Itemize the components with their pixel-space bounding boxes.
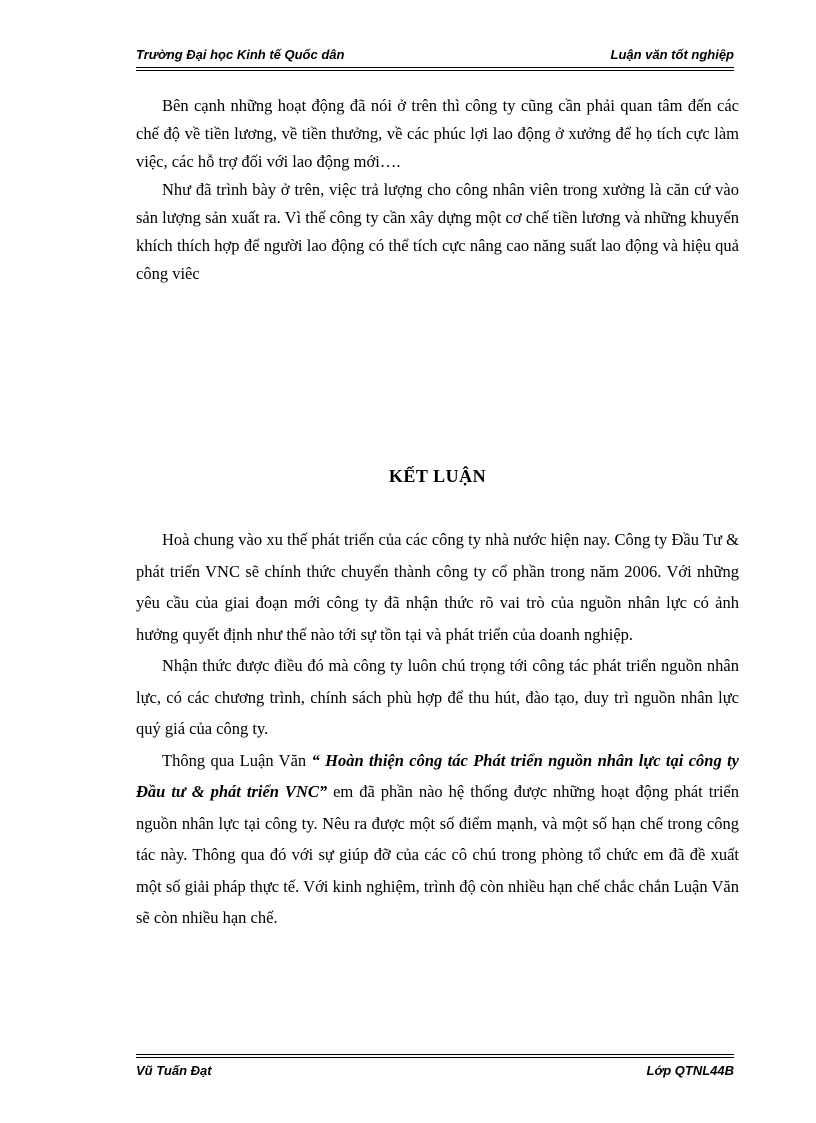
paragraph: Hoà chung vào xu thế phát triển của các công ty nhà nước hiện nay. Công ty Đầu Tư & phát triển VNC sẽ chính thức chuyển thành công ty cổ phần trong năm 2006. Với những yêu cầu của giai đoạn mới công ty đã nhận thức rõ vai trò của nguồn nhân lực có ảnh hưởng quyết định như thế nào tới sự tồn tại và phát triển của doanh nghiệp. <box>136 530 739 644</box>
footer-rule <box>136 1054 734 1058</box>
paragraph: Nhận thức được điều đó mà công ty luôn chú trọng tới công tác phát triển nguồn nhân lực, có các chương trình, chính sách phù hợp để thu hút, đào tạo, duy trì nguồn nhân lực quý giá của công ty. <box>136 656 739 738</box>
page-header <box>136 47 734 62</box>
conclusion-body <box>136 524 739 934</box>
paragraph <box>136 745 739 934</box>
paragraph-suffix: em đã phần nào hệ thống được những hoạt động phát triển nguồn nhân lực tại công ty. Nêu ra được một số điểm mạnh, và một số hạn chế trong công tác này. Thông qua đó với sự giúp đỡ của các cô chú trong phòng tổ chức em đã đề xuất một số giải pháp thực tế. Với kinh nghiệm, trình độ còn nhiều hạn chế chắc chắn Luận Văn sẽ còn nhiều hạn chế. <box>136 782 739 927</box>
conclusion-title: KẾT LUẬN <box>388 466 487 486</box>
header-university: Trường Đại học Kinh tế Quốc dân <box>136 47 345 62</box>
paragraph: Bên cạnh những hoạt động đã nói ở trên thì công ty cũng cần phải quan tâm đến các chế độ về tiền lương, về tiền thưởng, về các phúc lợi lao động ở xưởng để họ tích cực làm việc, các hỗ trợ đối với lao động mới…. <box>136 96 739 171</box>
thesis-title: “ Hoàn thiện công tác Phát triển nguồn nhân lực tại công ty Đầu tư & phát triển VNC” <box>136 750 739 801</box>
footer-author: Vũ Tuấn Đạt <box>136 1063 212 1078</box>
paragraph: Như đã trình bày ở trên, việc trả lượng cho công nhân viên trong xưởng là căn cứ vào sản lượng sản xuất ra. Vì thế công ty cần xây dựng một cơ chế tiền lương và những khuyến khích thích hợp để người lao động có thể tích cực nâng cao năng suất lao động và hiệu quả công viêc <box>136 180 739 283</box>
paragraph-prefix: Thông qua Luận Văn <box>162 750 312 770</box>
footer-class: Lớp QTNL44B <box>646 1063 734 1078</box>
header-document-type: Luận văn tốt nghiệp <box>610 47 734 62</box>
page-footer <box>136 1063 734 1078</box>
header-rule <box>136 67 734 71</box>
body-top <box>136 92 739 288</box>
